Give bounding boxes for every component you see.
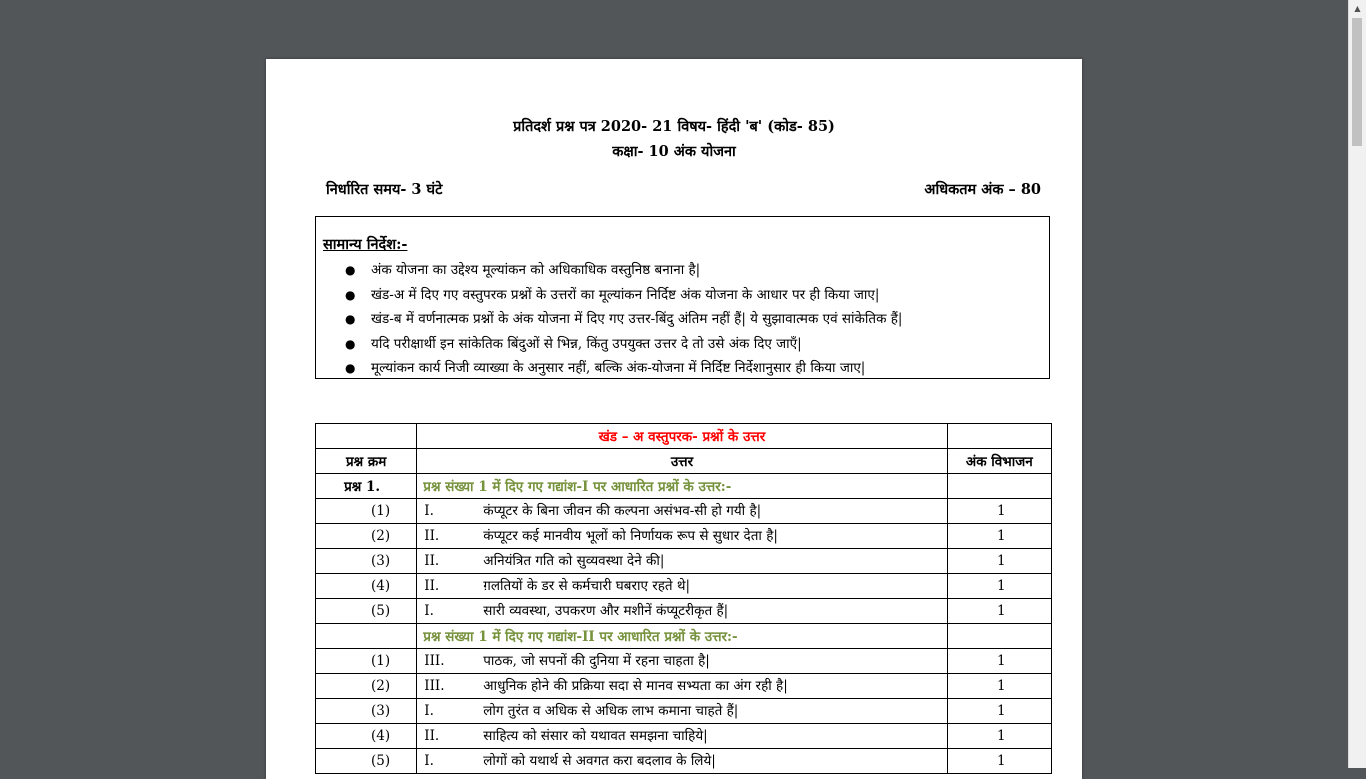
max-marks: अधिकतम अंक – 80 bbox=[924, 181, 1041, 198]
bullet-icon: ● bbox=[345, 361, 356, 375]
marks-value: 1 bbox=[947, 749, 1051, 774]
document-title: प्रतिदर्श प्रश्न पत्र 2020- 21 विषय- हिंदी 'ब' (कोड- 85) bbox=[513, 118, 835, 135]
answer-text: लोगों को यथार्थ से अवगत करा बदलाव के लिये| bbox=[483, 753, 716, 769]
sub-question-number: (1) bbox=[316, 649, 417, 674]
vertical-scrollbar[interactable] bbox=[1348, 0, 1366, 768]
answer-cell bbox=[417, 674, 947, 699]
answer-cell bbox=[417, 499, 947, 524]
column-header-marks: अंक विभाजन bbox=[947, 449, 1051, 474]
column-header-question: प्रश्न क्रम bbox=[316, 449, 417, 474]
sub-question-number: (4) bbox=[316, 574, 417, 599]
answer-text: कंप्यूटर के बिना जीवन की कल्पना असंभव-सी हो गयी है| bbox=[483, 503, 762, 519]
scroll-up-arrow-icon[interactable]: ▲ bbox=[1354, 3, 1361, 13]
passage-1-rows bbox=[316, 499, 1052, 624]
document-subtitle: कक्षा- 10 अंक योजना bbox=[612, 143, 736, 160]
answer-option: II. bbox=[424, 528, 440, 544]
sub-question-number: (2) bbox=[316, 524, 417, 549]
question-label: प्रश्न 1. bbox=[316, 474, 417, 499]
table-row bbox=[316, 574, 1052, 599]
bullet-icon: ● bbox=[345, 263, 356, 277]
answer-cell bbox=[417, 599, 947, 624]
column-header-answer: उत्तर bbox=[417, 449, 947, 474]
answer-option: III. bbox=[424, 678, 445, 694]
bullet-icon: ● bbox=[345, 312, 356, 326]
answer-text: आधुनिक होने की प्रक्रिया सदा से मानव सभ्यता का अंग रही है| bbox=[483, 678, 788, 694]
marks-value: 1 bbox=[947, 699, 1051, 724]
answer-text: अनियंत्रित गति को सुव्यवस्था देने की| bbox=[483, 553, 665, 569]
table-row bbox=[316, 474, 1052, 499]
general-instructions-box bbox=[315, 216, 1050, 379]
answer-option: III. bbox=[424, 653, 445, 669]
answer-cell bbox=[417, 574, 947, 599]
answer-cell bbox=[417, 699, 947, 724]
table-row bbox=[316, 649, 1052, 674]
marks-value: 1 bbox=[947, 649, 1051, 674]
answer-option: II. bbox=[424, 728, 440, 744]
marks-value: 1 bbox=[947, 524, 1051, 549]
sub-question-number: (2) bbox=[316, 674, 417, 699]
instruction-item: ● मूल्यांकन कार्य निजी व्याख्या के अनुसार नहीं, बल्कि अंक-योजना में निर्दिष्ट निर्देशानुसार ही किया जाए| bbox=[316, 356, 1049, 381]
passage-heading: प्रश्न संख्या 1 में दिए गए गद्यांश-II पर आधारित प्रश्नों के उत्तर:- bbox=[417, 624, 947, 649]
sub-question-number: (5) bbox=[316, 749, 417, 774]
answer-option: II. bbox=[424, 553, 440, 569]
bullet-icon: ● bbox=[345, 336, 356, 351]
answer-option: I. bbox=[424, 603, 434, 619]
marks-value: 1 bbox=[947, 674, 1051, 699]
answer-option: II. bbox=[424, 578, 440, 594]
answer-cell bbox=[417, 649, 947, 674]
answer-cell bbox=[417, 549, 947, 574]
answer-text: पाठक, जो सपनों की दुनिया में रहना चाहता है| bbox=[483, 653, 710, 669]
answer-key-table bbox=[315, 423, 1052, 774]
passage-2-rows bbox=[316, 649, 1052, 774]
table-header-row bbox=[316, 449, 1052, 474]
sub-question-number: (3) bbox=[316, 549, 417, 574]
table-row bbox=[316, 674, 1052, 699]
instruction-item: ● अंक योजना का उद्देश्य मूल्यांकन को अधिकाधिक वस्तुनिष्ठ बनाना है| bbox=[316, 258, 1049, 283]
answer-text: लोग तुरंत व अधिक से अधिक लाभ कमाना चाहते हैं| bbox=[483, 703, 739, 719]
document-page bbox=[266, 59, 1082, 779]
marks-value: 1 bbox=[947, 499, 1051, 524]
table-row bbox=[316, 699, 1052, 724]
instructions-heading: सामान्य निर्देश:- bbox=[323, 236, 408, 253]
table-row bbox=[316, 499, 1052, 524]
scroll-thumb[interactable] bbox=[1352, 18, 1362, 146]
instruction-item: ● यदि परीक्षार्थी इन सांकेतिक बिंदुओं से भिन्न, किंतु उपयुक्त उत्तर दे तो उसे अंक दिए जाएँ| bbox=[316, 332, 1049, 357]
table-row bbox=[316, 599, 1052, 624]
answer-option: I. bbox=[424, 703, 434, 719]
answer-cell bbox=[417, 749, 947, 774]
marks-value: 1 bbox=[947, 574, 1051, 599]
instruction-item: ● खंड-अ में दिए गए वस्तुपरक प्रश्नों के उत्तरों का मूल्यांकन निर्दिष्ट अंक योजना के आधार पर ही किया जाए| bbox=[316, 283, 1049, 308]
marks-value: 1 bbox=[947, 549, 1051, 574]
answer-text: कंप्यूटर कई मानवीय भूलों को निर्णायक रूप से सुधार देता है| bbox=[483, 528, 778, 544]
passage-heading: प्रश्न संख्या 1 में दिए गए गद्यांश-I पर आधारित प्रश्नों के उत्तर:- bbox=[417, 474, 947, 499]
marks-value: 1 bbox=[947, 599, 1051, 624]
sub-question-number: (3) bbox=[316, 699, 417, 724]
answer-option: I. bbox=[424, 503, 434, 519]
table-row bbox=[316, 424, 1052, 449]
sub-question-number: (5) bbox=[316, 599, 417, 624]
answer-cell bbox=[417, 524, 947, 549]
bullet-icon: ● bbox=[345, 287, 356, 302]
table-row bbox=[316, 749, 1052, 774]
answer-text: ग़लतियों के डर से कर्मचारी घबराए रहते थे| bbox=[483, 578, 691, 594]
table-row bbox=[316, 549, 1052, 574]
answer-cell bbox=[417, 724, 947, 749]
marks-value: 1 bbox=[947, 724, 1051, 749]
table-row bbox=[316, 524, 1052, 549]
table-row bbox=[316, 724, 1052, 749]
answer-text: सारी व्यवस्था, उपकरण और मशीनें कंप्यूटरीकृत हैं| bbox=[483, 603, 729, 619]
sub-question-number: (4) bbox=[316, 724, 417, 749]
instructions-list bbox=[316, 258, 1049, 381]
table-row bbox=[316, 624, 1052, 649]
answer-text: साहित्य को संसार को यथावत समझना चाहिये| bbox=[483, 728, 708, 744]
instruction-item: ● खंड-ब में वर्णनात्मक प्रश्नों के अंक योजना में दिए गए उत्तर-बिंदु अंतिम नहीं हैं| ये सुझावात्मक एवं सांकेतिक हैं| bbox=[316, 307, 1049, 332]
section-title: खंड – अ वस्तुपरक- प्रश्नों के उत्तर bbox=[417, 424, 947, 449]
time-allowed: निर्धारित समय- 3 घंटे bbox=[326, 181, 443, 198]
sub-question-number: (1) bbox=[316, 499, 417, 524]
answer-option: I. bbox=[424, 753, 434, 769]
